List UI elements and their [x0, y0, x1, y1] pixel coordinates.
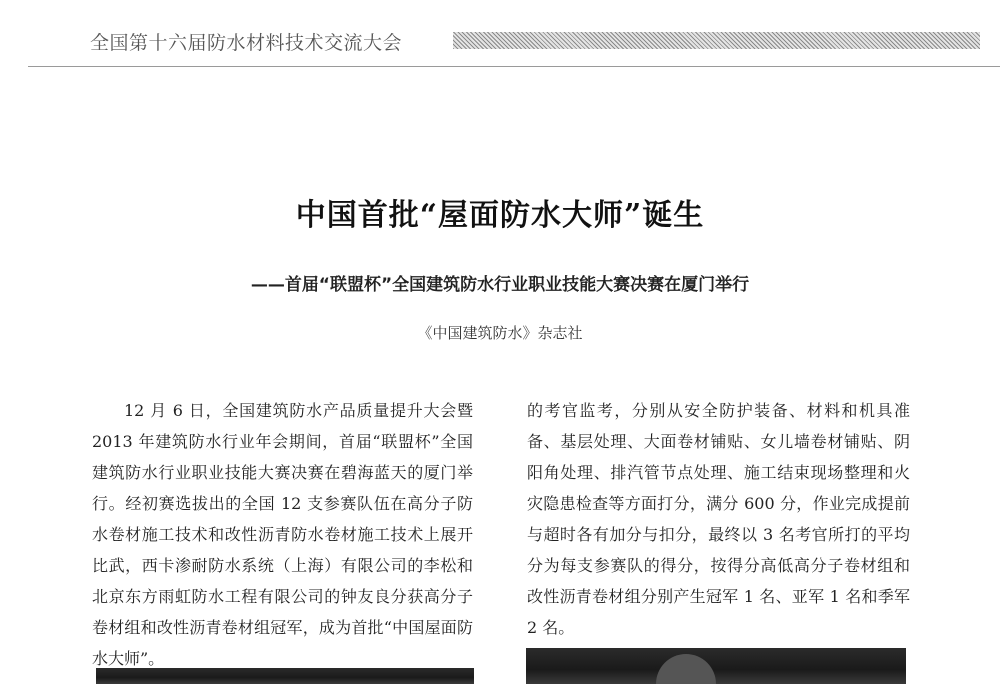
article-source: 《中国建筑防水》杂志社 — [417, 324, 583, 342]
running-header-title: 全国第十六届防水材料技术交流大会 — [90, 32, 403, 54]
article-subtitle: ——首届“联盟杯”全国建筑防水行业职业技能大赛决赛在厦门举行 — [250, 275, 750, 295]
header-divider — [28, 66, 1000, 67]
body-paragraph-right: 的考官监考，分别从安全防护装备、材料和机具准备、基层处理、大面卷材铺贴、女儿墙卷材铺贴、阴阳角处理、排汽管节点处理、施工结束现场整理和火灾隐患检查等方面打分，满分 600 分，作业完成提前与超时各有加分与扣分，最终以 3 名考官所打的平均分为每支参赛队的得分，按得分高低高分子卷材组和改性沥青卷材组分别产生冠军 1 名、亚军 1 名和季军 2 名。 — [527, 401, 910, 637]
header-hatch-bar — [453, 32, 980, 49]
photo-left — [96, 668, 474, 684]
right-column — [527, 395, 910, 643]
left-column — [92, 395, 473, 674]
photo-right — [526, 648, 906, 684]
body-paragraph-left: 12 月 6 日，全国建筑防水产品质量提升大会暨 2013 年建筑防水行业年会期间，首届“联盟杯”全国建筑防水行业职业技能大赛决赛在碧海蓝天的厦门举行。经初赛选拔出的全国 12 支参赛队伍在高分子防水卷材施工技术和改性沥青防水卷材施工技术上展开比武，西卡渗耐防水系统（上海）有限公司的李松和北京东方雨虹防水工程有限公司的钟友良分获高分子卷材组和改性沥青卷材组冠军，成为首批“中国屋面防水大师”。 — [92, 401, 473, 668]
article-title: 中国首批“屋面防水大师”诞生 — [295, 198, 705, 233]
